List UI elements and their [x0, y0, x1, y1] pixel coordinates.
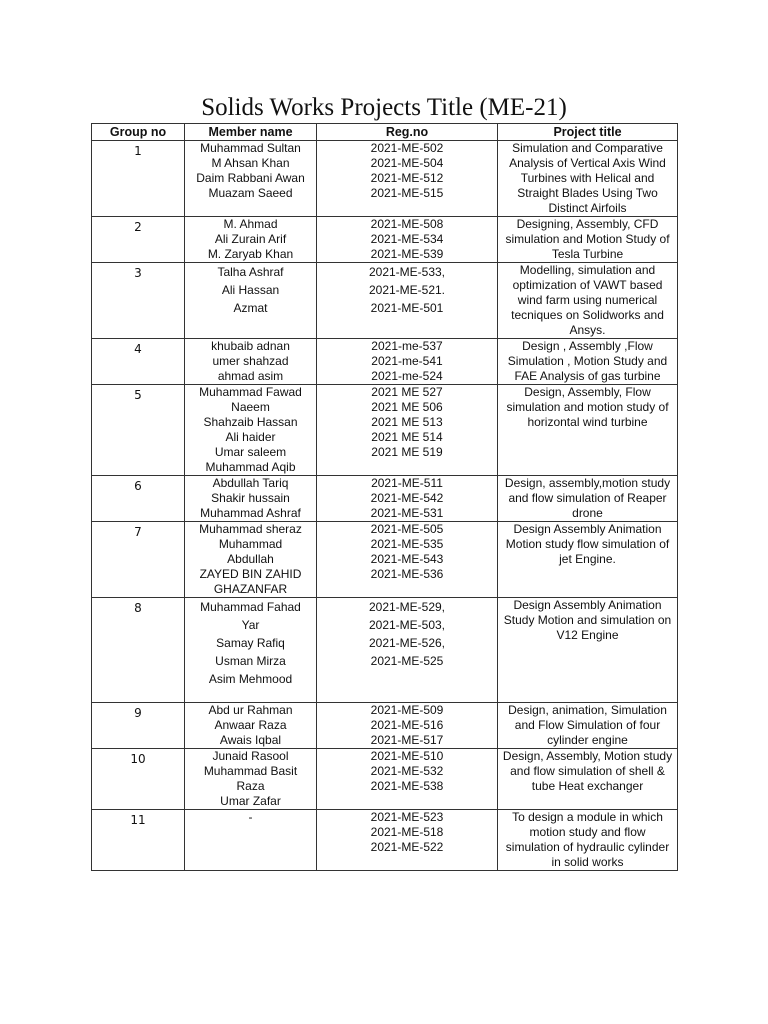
reg-numbers-cell [317, 810, 498, 871]
reg-number: 2021-me-541 [371, 354, 443, 368]
table-row [92, 749, 678, 810]
reg-number: 2021-ME-503, [368, 618, 446, 632]
member-names-cell [185, 141, 317, 217]
reg-number: 2021 ME 506 [371, 400, 443, 414]
member-name: Azmat [233, 301, 268, 315]
header-reg-no: Reg.no [317, 124, 498, 141]
reg-number: 2021-ME-511 [371, 476, 443, 490]
group-number-cell: 11 [92, 810, 185, 871]
table-header-row [92, 124, 678, 141]
member-names-cell [185, 598, 317, 703]
header-group-no: Group no [92, 124, 185, 141]
table-row [92, 476, 678, 522]
member-name: Muazam Saeed [208, 186, 293, 200]
member-names-cell [185, 217, 317, 263]
group-number-cell: 1 [92, 141, 185, 217]
reg-number: 2021-ME-543 [370, 552, 444, 566]
member-names-cell [185, 749, 317, 810]
reg-number: 2021-ME-523 [370, 810, 444, 824]
reg-number: 2021-ME-535 [370, 537, 444, 551]
project-title-cell: Modelling, simulation and optimization of VAWT based wind farm using numerical tecniques on Solidworks and Ansys. [498, 263, 678, 339]
member-name: Umar Zafar [220, 794, 281, 808]
member-name: Talha Ashraf [217, 265, 284, 279]
reg-number: 2021 ME 519 [371, 445, 443, 459]
group-number-cell: 5 [92, 385, 185, 476]
reg-numbers-cell [317, 703, 498, 749]
reg-number: 2021-ME-539 [370, 247, 444, 261]
member-name: Muhammad [218, 537, 283, 551]
member-name: Muhammad Fahad [200, 600, 301, 614]
project-title-cell: Design, Assembly, Flow simulation and motion study of horizontal wind turbine [498, 385, 678, 476]
reg-number: 2021-ME-516 [370, 718, 444, 732]
group-number-cell: 3 [92, 263, 185, 339]
reg-numbers-cell [317, 141, 498, 217]
member-name: Samay Rafiq [216, 636, 285, 650]
member-names-cell [185, 810, 317, 871]
reg-numbers-cell [317, 598, 498, 703]
reg-number: 2021-ME-504 [370, 156, 444, 170]
group-number-cell: 4 [92, 339, 185, 385]
member-name: umer shahzad [212, 354, 289, 368]
member-name: Abd ur Rahman [208, 703, 293, 717]
reg-number: 2021-ME-501 [370, 301, 444, 315]
reg-number: 2021-ME-521. [368, 283, 446, 297]
reg-number: 2021-ME-534 [370, 232, 444, 246]
reg-number: 2021 ME 513 [371, 415, 443, 429]
member-names-cell [185, 703, 317, 749]
member-name: Ali Zurain Arif [214, 232, 287, 246]
member-name: Junaid Rasool [212, 749, 289, 763]
member-name: M. Ahmad [223, 217, 278, 231]
member-name: Naeem [231, 400, 270, 414]
reg-number: 2021-ME-526, [368, 636, 446, 650]
project-title-cell: Designing, Assembly, CFD simulation and Motion Study of Tesla Turbine [498, 217, 678, 263]
project-title-cell: Design, assembly,motion study and flow simulation of Reaper drone [498, 476, 678, 522]
reg-number: 2021-ME-525 [370, 654, 444, 668]
member-name: Shakir hussain [211, 491, 290, 505]
reg-number: 2021-ME-505 [370, 522, 444, 536]
project-title-cell: Design, animation, Simulation and Flow Simulation of four cylinder engine [498, 703, 678, 749]
reg-numbers-cell [317, 339, 498, 385]
reg-number: 2021-ME-508 [370, 217, 444, 231]
member-name: Muhammad Ashraf [200, 506, 301, 520]
reg-number: 2021-ME-517 [370, 733, 444, 747]
table-row [92, 141, 678, 217]
member-names-cell [185, 385, 317, 476]
reg-number: 2021-ME-531 [370, 506, 444, 520]
table-row [92, 385, 678, 476]
member-name: Muhammad Fawad [199, 385, 302, 399]
member-names-cell [185, 522, 317, 598]
member-name: khubaib adnan [211, 339, 290, 353]
table-row [92, 703, 678, 749]
reg-numbers-cell [317, 749, 498, 810]
group-number-cell: 8 [92, 598, 185, 703]
reg-numbers-cell [317, 263, 498, 339]
reg-number: 2021-ME-518 [370, 825, 444, 839]
table-row [92, 263, 678, 339]
member-name: Abdullah [227, 552, 274, 566]
table-row [92, 339, 678, 385]
member-name: Usman Mirza [215, 654, 286, 668]
reg-number: 2021-ME-536 [370, 567, 444, 581]
reg-number: 2021-ME-529, [368, 600, 446, 614]
member-names-cell [185, 339, 317, 385]
member-name: Anwaar Raza [214, 718, 287, 732]
reg-number: 2021-me-537 [371, 339, 443, 353]
member-name: ZAYED BIN ZAHID [199, 567, 302, 581]
project-title-cell: Design Assembly Animation Motion study flow simulation of jet Engine. [498, 522, 678, 598]
project-title-cell: To design a module in which motion study and flow simulation of hydraulic cylinder in solid works [498, 810, 678, 871]
reg-numbers-cell [317, 385, 498, 476]
member-name: Muhammad Aqib [205, 460, 296, 474]
member-name: M Ahsan Khan [211, 156, 290, 170]
member-name: Asim Mehmood [208, 672, 293, 686]
group-number-cell: 9 [92, 703, 185, 749]
member-name: - [248, 810, 253, 824]
member-names-cell [185, 263, 317, 339]
member-name: Ali Hassan [221, 283, 280, 297]
table-row [92, 598, 678, 703]
member-name: Ali haider [225, 430, 276, 444]
member-name: Awais Iqbal [219, 733, 282, 747]
reg-number: 2021-ME-538 [370, 779, 444, 793]
reg-number: 2021-ME-522 [370, 840, 444, 854]
reg-numbers-cell [317, 522, 498, 598]
member-name: GHAZANFAR [213, 582, 288, 596]
project-title-cell: Design , Assembly ,Flow Simulation , Motion Study and FAE Analysis of gas turbine [498, 339, 678, 385]
reg-number: 2021-ME-542 [370, 491, 444, 505]
member-name: Yar [241, 618, 260, 632]
header-member-name: Member name [185, 124, 317, 141]
table-body [92, 141, 678, 871]
member-name: ahmad asim [217, 369, 284, 383]
reg-number: 2021-ME-532 [370, 764, 444, 778]
reg-numbers-cell [317, 476, 498, 522]
document-title: Solids Works Projects Title (ME-21) [201, 94, 567, 121]
member-name: Muhammad Basit [203, 764, 298, 778]
project-title-cell: Simulation and Comparative Analysis of Vertical Axis Wind Turbines with Helical and Straight Blades Using Two Distinct Airfoils [498, 141, 678, 217]
table-row [92, 810, 678, 871]
member-name: Muhammad sheraz [199, 522, 302, 536]
header-project-title: Project title [498, 124, 678, 141]
member-name: Shahzaib Hassan [203, 415, 298, 429]
member-name: Abdullah Tariq [212, 476, 289, 490]
member-name: Raza [236, 779, 265, 793]
reg-number: 2021-me-524 [371, 369, 443, 383]
projects-table [91, 123, 678, 871]
reg-number: 2021 ME 514 [371, 430, 443, 444]
group-number-cell: 2 [92, 217, 185, 263]
table-row [92, 217, 678, 263]
group-number-cell: 10 [92, 749, 185, 810]
group-number-cell: 7 [92, 522, 185, 598]
group-number-cell: 6 [92, 476, 185, 522]
member-names-cell [185, 476, 317, 522]
table-row [92, 522, 678, 598]
member-name: Muhammad Sultan [200, 141, 301, 155]
reg-number: 2021-ME-515 [370, 186, 444, 200]
reg-number: 2021-ME-533, [368, 265, 446, 279]
member-name: Daim Rabbani Awan [196, 171, 305, 185]
reg-number: 2021-ME-510 [370, 749, 444, 763]
project-title-cell: Design, Assembly, Motion study and flow simulation of shell & tube Heat exchanger [498, 749, 678, 810]
reg-numbers-cell [317, 217, 498, 263]
reg-number: 2021-ME-509 [370, 703, 444, 717]
project-title-cell: Design Assembly Animation Study Motion and simulation on V12 Engine [498, 598, 678, 703]
reg-number: 2021-ME-502 [370, 141, 444, 155]
member-name: M. Zaryab Khan [207, 247, 294, 261]
reg-number: 2021 ME 527 [371, 385, 443, 399]
reg-number: 2021-ME-512 [370, 171, 444, 185]
member-name: Umar saleem [214, 445, 287, 459]
